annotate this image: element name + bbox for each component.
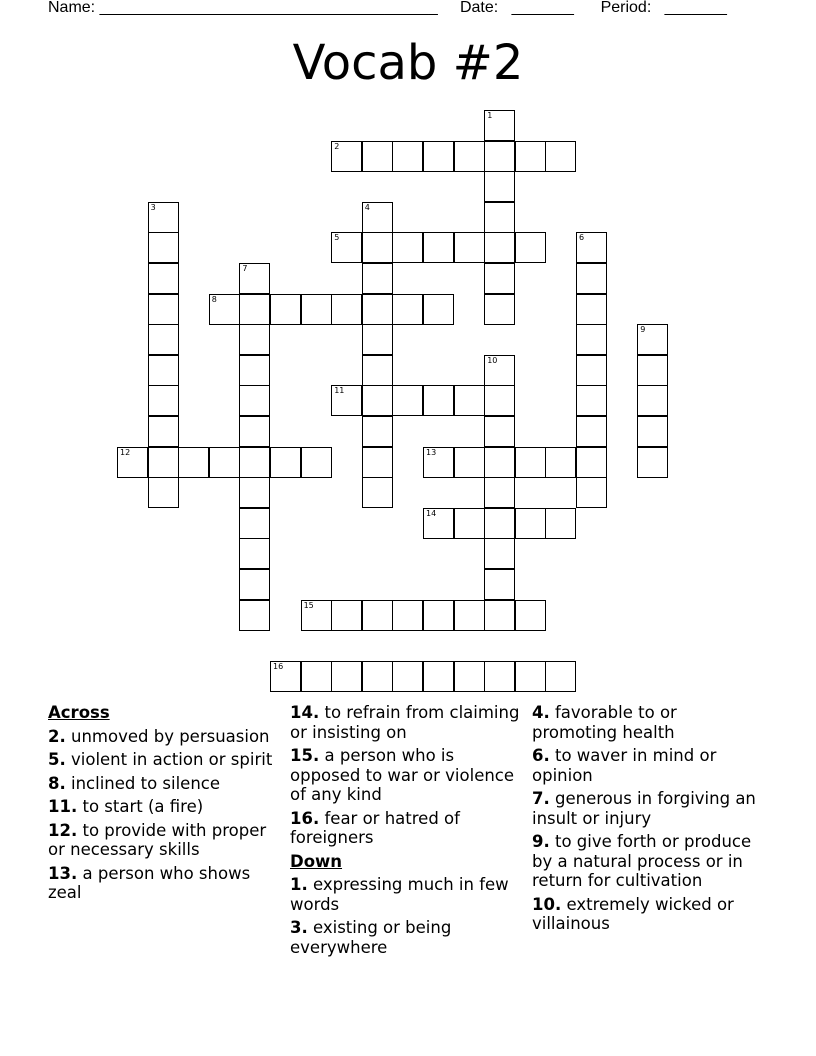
clue-number: 13. (48, 863, 78, 883)
grid-cell[interactable] (454, 385, 485, 416)
grid-cell[interactable] (239, 324, 270, 355)
clue-number-label: 1 (487, 111, 493, 120)
grid-cell[interactable] (239, 294, 270, 325)
clue-text: unmoved by persuasion (71, 726, 270, 746)
grid-cell[interactable] (515, 232, 546, 263)
grid-cell[interactable] (576, 416, 607, 447)
grid-cell[interactable] (362, 294, 393, 325)
clue-text: expressing much in few words (290, 875, 509, 914)
grid-cell[interactable] (545, 141, 576, 172)
clue-number: 10. (532, 894, 562, 914)
grid-cell[interactable] (392, 294, 423, 325)
clue-number: 7. (532, 789, 550, 808)
grid-cell[interactable] (392, 600, 423, 631)
grid-cell[interactable] (637, 355, 668, 386)
grid-cell[interactable] (576, 324, 607, 355)
grid-cell[interactable] (423, 661, 454, 692)
grid-cell[interactable] (301, 600, 332, 631)
down-clue (532, 789, 762, 828)
grid-cell[interactable] (362, 477, 393, 508)
grid-cell[interactable] (423, 232, 454, 263)
clue-number: 3. (290, 918, 308, 937)
grid-cell[interactable] (484, 569, 515, 600)
grid-cell[interactable] (637, 447, 668, 478)
clue-column-3 (532, 703, 762, 938)
clue-number: 9. (532, 832, 550, 851)
clue-column-1 (48, 703, 278, 907)
grid-cell[interactable] (392, 232, 423, 263)
grid-cell[interactable] (576, 385, 607, 416)
grid-cell[interactable] (362, 661, 393, 692)
clue-number-label: 12 (120, 447, 131, 457)
clue-number-label: 14 (426, 508, 437, 518)
grid-cell[interactable] (178, 447, 209, 478)
grid-cell[interactable] (423, 508, 454, 539)
grid-cell[interactable] (362, 232, 393, 263)
name-line[interactable]: ______________________________________ (99, 0, 438, 16)
clue-number: 15. (290, 746, 320, 765)
down-heading: Down (290, 851, 343, 871)
clue-number-label: 11 (334, 386, 345, 396)
grid-cell[interactable] (392, 661, 423, 692)
clue-number-label: 3 (150, 202, 156, 212)
grid-cell[interactable] (362, 141, 393, 172)
clue-text: generous in forgiving an insult or injury (532, 789, 756, 828)
grid-cell[interactable] (515, 447, 546, 478)
grid-cell[interactable] (209, 447, 240, 478)
grid-cell[interactable] (392, 141, 423, 172)
grid-cell[interactable] (392, 385, 423, 416)
clue-number: 8. (48, 773, 66, 793)
down-clue (532, 832, 762, 891)
clue-text: to refrain from claiming or insisting on (290, 703, 520, 742)
grid-cell[interactable] (270, 447, 301, 478)
grid-cell[interactable] (484, 232, 515, 263)
page-title: Vocab #2 (292, 35, 524, 91)
grid-cell[interactable] (423, 600, 454, 631)
grid-cell[interactable] (148, 232, 179, 263)
grid-cell[interactable] (148, 416, 179, 447)
grid-cell[interactable] (484, 202, 515, 233)
grid-cell[interactable] (239, 263, 270, 294)
grid-cell[interactable] (515, 661, 546, 692)
down-clue (532, 746, 762, 785)
grid-cell[interactable] (484, 385, 515, 416)
grid-cell[interactable] (301, 294, 332, 325)
grid-cell[interactable] (484, 171, 515, 202)
grid-cell[interactable] (148, 355, 179, 386)
grid-cell[interactable] (362, 416, 393, 447)
grid-cell[interactable] (148, 263, 179, 294)
grid-cell[interactable] (515, 141, 546, 172)
clue-text: to start (a fire) (82, 797, 204, 816)
clue-number: 12. (48, 820, 78, 840)
clue-number-label: 8 (211, 294, 217, 304)
grid-cell[interactable] (515, 508, 546, 539)
grid-cell[interactable] (148, 477, 179, 508)
grid-cell[interactable] (576, 447, 607, 478)
grid-cell[interactable] (484, 538, 515, 569)
grid-cell[interactable] (239, 477, 270, 508)
grid-cell[interactable] (239, 569, 270, 600)
grid-cell[interactable] (148, 324, 179, 355)
clue-number: 2. (48, 726, 66, 746)
grid-cell[interactable] (637, 385, 668, 416)
grid-cell[interactable] (239, 538, 270, 569)
clue-number-label: 2 (334, 141, 340, 151)
grid-cell[interactable] (545, 447, 576, 478)
clue-number: 6. (532, 746, 550, 765)
clue-text: violent in action or spirit (71, 750, 273, 769)
grid-cell[interactable] (484, 263, 515, 294)
clue-text: extremely wicked or villainous (532, 894, 734, 933)
grid-cell[interactable] (148, 202, 179, 233)
grid-cell[interactable] (423, 294, 454, 325)
clue-number-label: 6 (579, 233, 585, 243)
grid-cell[interactable] (484, 477, 515, 508)
date-line[interactable]: _______ (511, 0, 574, 16)
clue-text: fear or hatred of foreigners (290, 808, 460, 847)
grid-cell[interactable] (576, 477, 607, 508)
grid-cell[interactable] (484, 416, 515, 447)
clue-number: 5. (48, 750, 66, 769)
grid-cell[interactable] (423, 447, 454, 478)
clue-number-label: 13 (426, 447, 437, 457)
grid-cell[interactable] (637, 416, 668, 447)
grid-cell[interactable] (301, 661, 332, 692)
clue-text: to give forth or produce by a natural process or in return for cultivation (532, 832, 752, 890)
clue-number-label: 9 (640, 325, 646, 335)
grid-cell[interactable] (484, 661, 515, 692)
grid-cell[interactable] (545, 508, 576, 539)
grid-cell[interactable] (362, 600, 393, 631)
grid-cell[interactable] (331, 294, 362, 325)
across-clue (290, 809, 520, 848)
down-clue (532, 895, 762, 934)
across-heading: Across (48, 703, 110, 722)
clue-text: favorable to or promoting health (532, 703, 677, 742)
down-clue (290, 918, 520, 957)
down-clue (290, 875, 520, 914)
across-clue (290, 703, 520, 742)
clue-text: existing or being everywhere (290, 918, 452, 957)
grid-cell[interactable] (576, 355, 607, 386)
grid-cell[interactable] (239, 355, 270, 386)
grid-cell[interactable] (362, 385, 393, 416)
clue-number-label: 10 (487, 355, 498, 365)
grid-cell[interactable] (423, 141, 454, 172)
grid-cell[interactable] (454, 600, 485, 631)
clue-text: inclined to silence (71, 773, 221, 793)
grid-cell[interactable] (331, 385, 362, 416)
grid-cell[interactable] (484, 294, 515, 325)
clue-number: 11. (48, 797, 78, 816)
period-label: Period: (600, 0, 652, 16)
grid-cell[interactable] (362, 324, 393, 355)
period-line[interactable]: _______ (664, 0, 727, 16)
clue-number-label: 16 (273, 661, 284, 671)
grid-cell[interactable] (239, 447, 270, 478)
grid-cell[interactable] (454, 508, 485, 539)
across-clue (48, 750, 278, 770)
grid-cell[interactable] (454, 661, 485, 692)
grid-cell[interactable] (423, 385, 454, 416)
grid-cell[interactable] (484, 110, 515, 141)
across-clue (290, 746, 520, 805)
grid-cell[interactable] (637, 324, 668, 355)
grid-cell[interactable] (331, 232, 362, 263)
grid-cell[interactable] (454, 447, 485, 478)
clue-number-label: 4 (364, 202, 370, 212)
grid-cell[interactable] (362, 263, 393, 294)
grid-cell[interactable] (239, 416, 270, 447)
grid-cell[interactable] (209, 294, 240, 325)
clue-number: 1. (290, 875, 308, 894)
grid-cell[interactable] (576, 263, 607, 294)
grid-cell[interactable] (270, 661, 301, 692)
grid-cell[interactable] (362, 447, 393, 478)
grid-cell[interactable] (239, 385, 270, 416)
across-clue (48, 727, 278, 747)
down-clue (532, 703, 762, 742)
clue-number: 16. (290, 808, 320, 828)
grid-cell[interactable] (515, 600, 546, 631)
grid-cell[interactable] (576, 294, 607, 325)
grid-cell[interactable] (239, 600, 270, 631)
grid-cell[interactable] (484, 141, 515, 172)
clue-column-2 (290, 703, 520, 961)
grid-cell[interactable] (484, 508, 515, 539)
across-clue (48, 797, 278, 817)
grid-cell[interactable] (484, 447, 515, 478)
clue-number-label: 15 (303, 600, 314, 610)
grid-cell[interactable] (362, 355, 393, 386)
clue-number: 14. (290, 703, 320, 722)
grid-cell[interactable] (331, 600, 362, 631)
grid-cell[interactable] (270, 294, 301, 325)
date-label: Date: (459, 0, 499, 16)
grid-cell[interactable] (545, 661, 576, 692)
grid-cell[interactable] (148, 385, 179, 416)
grid-cell[interactable] (301, 447, 332, 478)
clue-text: to waver in mind or opinion (532, 746, 717, 785)
grid-cell[interactable] (362, 202, 393, 233)
clue-number: 4. (532, 703, 550, 722)
grid-cell[interactable] (484, 355, 515, 386)
clue-text: a person who is opposed to war or violence of any kind (290, 746, 515, 804)
grid-cell[interactable] (331, 141, 362, 172)
grid-cell[interactable] (117, 447, 148, 478)
clue-number-label: 7 (242, 264, 248, 273)
clue-text: to provide with proper or necessary skills (48, 820, 267, 859)
clue-text: a person who shows zeal (48, 863, 251, 902)
grid-cell[interactable] (576, 232, 607, 263)
grid-cell[interactable] (484, 600, 515, 631)
across-clue (48, 821, 278, 860)
name-label: Name: (48, 0, 96, 16)
grid-cell[interactable] (239, 508, 270, 539)
grid-cell[interactable] (454, 141, 485, 172)
across-clue (48, 864, 278, 903)
clue-number-label: 5 (334, 233, 340, 243)
across-clue (48, 774, 278, 794)
grid-cell[interactable] (331, 661, 362, 692)
grid-cell[interactable] (148, 294, 179, 325)
grid-cell[interactable] (148, 447, 179, 478)
grid-cell[interactable] (454, 232, 485, 263)
